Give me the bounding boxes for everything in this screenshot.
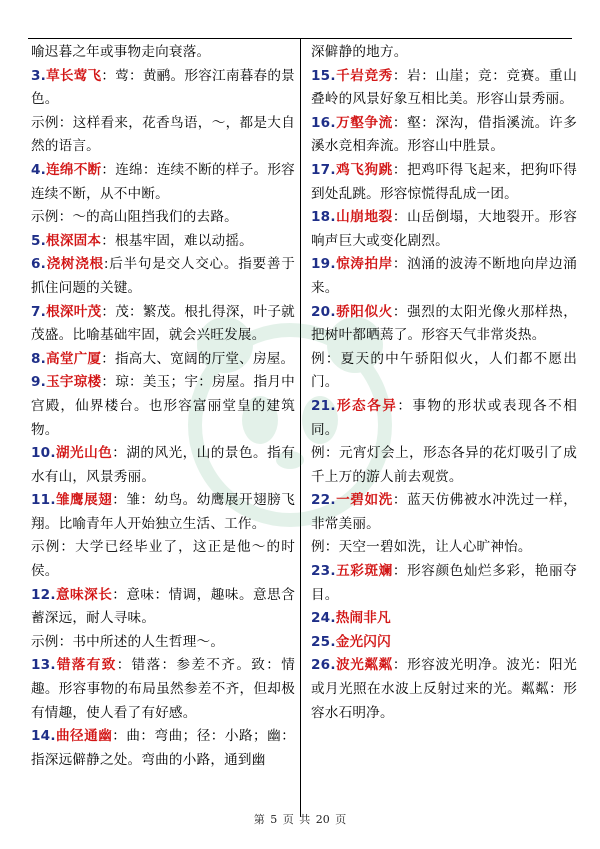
entry-text: ：雏：幼鸟。幼鹰展开翅膀飞翔。比喻青年人开始独立生活、工作。 xyxy=(31,492,295,532)
entry-text: ：蓝天仿佛被水冲洗过一样，非常美丽。 xyxy=(311,492,577,532)
entry-paragraph xyxy=(31,536,295,583)
entry-number: 11. xyxy=(31,492,56,509)
idiom-term: 根深固本 xyxy=(46,232,102,249)
entry-paragraph xyxy=(311,301,577,348)
entry-paragraph xyxy=(31,65,295,112)
entry-number: 21. xyxy=(311,397,336,414)
entry-text: ：形容颜色灿烂多彩，艳丽夺目。 xyxy=(311,563,577,603)
entry-paragraph xyxy=(31,230,295,254)
page-footer xyxy=(0,811,600,827)
idiom-term: 浇树浇根 xyxy=(46,256,104,273)
entry-text: 深僻静的地方。 xyxy=(311,44,408,60)
entry-number: 10. xyxy=(31,445,56,462)
idiom-term: 鸡飞狗跳 xyxy=(335,161,393,178)
entry-paragraph xyxy=(311,654,577,725)
entry-paragraph xyxy=(31,725,295,772)
entry-paragraph xyxy=(31,348,295,372)
idiom-term: 热闹非凡 xyxy=(335,610,391,627)
entry-text: ：琼：美玉；宇：房屋。指月中宫殿，仙界楼台。也形容富丽堂皇的建筑物。 xyxy=(31,374,295,438)
idiom-term: 玉宇琼楼 xyxy=(46,374,102,391)
entry-number: 8. xyxy=(31,350,47,367)
idiom-term: 湖光山色 xyxy=(55,445,113,462)
entry-paragraph xyxy=(311,442,577,489)
footer-page-number: 5 xyxy=(270,813,278,826)
idiom-term: 五彩斑斓 xyxy=(335,563,393,580)
entry-text: 示例：～的高山阻挡我们的去路。 xyxy=(31,209,238,226)
entry-number: 25. xyxy=(311,633,336,650)
entry-paragraph xyxy=(31,489,295,536)
idiom-term: 错落有致 xyxy=(55,657,117,674)
entry-text: ：茂：繁茂。根扎得深，叶子就茂盛。比喻基础牢固，就会兴旺发展。 xyxy=(31,303,295,344)
idiom-term: 金光闪闪 xyxy=(335,633,391,650)
idiom-term: 惊涛拍岸 xyxy=(335,256,393,273)
footer-prefix: 第 xyxy=(253,813,265,826)
entry-number: 20. xyxy=(311,303,336,320)
entry-paragraph xyxy=(311,65,577,112)
entry-text: 例：天空一碧如洗，让人心旷神怡。 xyxy=(311,539,532,556)
entry-number: 12. xyxy=(31,586,56,603)
idiom-term: 连绵不断 xyxy=(46,161,102,178)
entry-text: ：壑：深沟，借指溪流。许多溪水竞相奔流。形容山中胜景。 xyxy=(311,114,577,155)
entry-paragraph xyxy=(311,536,577,560)
entry-number: 19. xyxy=(311,256,336,273)
entry-paragraph xyxy=(31,253,295,300)
entry-paragraph xyxy=(31,371,295,442)
entry-paragraph xyxy=(311,395,577,442)
idiom-term: 意味深长 xyxy=(55,586,113,603)
entry-text: 示例：这样看来，花香鸟语，～，都是大自然的语言。 xyxy=(31,114,295,155)
entry-paragraph xyxy=(31,631,295,655)
entry-number: 24. xyxy=(311,610,336,627)
entry-number: 6. xyxy=(31,256,47,273)
entry-number: 23. xyxy=(311,563,336,580)
idiom-term: 万壑争流 xyxy=(335,114,393,131)
idiom-term: 千岩竞秀 xyxy=(335,67,393,84)
entry-text: ：汹涌的波涛不断地向岸边涌来。 xyxy=(311,256,577,296)
left-column xyxy=(31,41,295,772)
footer-suffix: 页 xyxy=(335,813,347,826)
entry-number: 13. xyxy=(31,657,56,674)
idiom-term: 波光粼粼 xyxy=(335,657,393,674)
entry-paragraph xyxy=(31,301,295,348)
entry-number: 17. xyxy=(311,161,336,178)
entry-paragraph xyxy=(31,206,295,230)
entry-number: 18. xyxy=(311,209,336,226)
entry-text: ：错落：参差不齐。致：情趣。形容事物的布局虽然参差不齐，但却极有情趣，使人看了有好感。 xyxy=(31,657,295,721)
entry-paragraph xyxy=(311,112,577,159)
entry-text: 例：元宵灯会上，形态各异的花灯吸引了成千上万的游人前去观赏。 xyxy=(311,445,577,485)
entry-number: 3. xyxy=(31,67,47,84)
entry-paragraph xyxy=(31,41,295,65)
idiom-term: 一碧如洗 xyxy=(335,492,393,509)
entry-paragraph xyxy=(311,489,577,536)
entry-text: ：事物的形状或表现各不相同。 xyxy=(311,397,577,438)
footer-mid2: 共 xyxy=(299,813,311,826)
entry-paragraph xyxy=(31,159,295,206)
entry-text: ：把鸡吓得飞起来，把狗吓得到处乱跳。形容惊慌得乱成一团。 xyxy=(311,161,577,202)
entry-text: :后半句是交人交心。指要善于抓住问题的关键。 xyxy=(31,256,295,296)
entry-text: ：岩：山崖；竞：竞赛。重山叠岭的风景好象互相比美。形容山景秀丽。 xyxy=(311,67,577,108)
entry-paragraph xyxy=(311,348,577,395)
idiom-term: 根深叶茂 xyxy=(46,303,102,320)
entry-text: ：指高大、宽阔的厅堂、房屋。 xyxy=(101,350,295,367)
idiom-term: 雏鹰展翅 xyxy=(55,492,113,509)
entry-paragraph xyxy=(31,654,295,725)
entry-paragraph xyxy=(31,112,295,159)
entry-number: 9. xyxy=(31,374,47,391)
footer-mid1: 页 xyxy=(282,813,294,826)
entry-number: 15. xyxy=(311,67,336,84)
entry-number: 5. xyxy=(31,232,47,249)
entry-paragraph xyxy=(311,631,577,655)
entry-text: 例：夏天的中午骄阳似火，人们都不愿出门。 xyxy=(311,350,577,391)
entry-text: ：湖的风光，山的景色。指有水有山，风景秀丽。 xyxy=(31,445,295,485)
idiom-term: 骄阳似火 xyxy=(335,303,393,320)
entry-text: ：形容波光明净。波光：阳光或月光照在水波上反射过来的光。粼粼：形容水石明净。 xyxy=(311,657,577,721)
idiom-term: 曲径通幽 xyxy=(55,728,113,745)
entry-text: 示例：大学已经毕业了，这正是他～的时侯。 xyxy=(31,539,295,580)
entry-text: 示例：书中所述的人生哲理～。 xyxy=(31,633,225,650)
entry-number: 16. xyxy=(311,114,336,131)
right-column xyxy=(311,41,577,725)
entry-paragraph xyxy=(311,41,577,65)
entry-text: ：曲：弯曲；径：小路；幽：指深远僻静之处。弯曲的小路，通到幽 xyxy=(31,728,295,768)
entry-paragraph xyxy=(311,253,577,300)
idiom-term: 草长莺飞 xyxy=(46,67,102,84)
footer-total-pages: 20 xyxy=(315,813,330,826)
entry-text: 喻迟暮之年或事物走向衰落。 xyxy=(31,44,211,60)
column-divider xyxy=(300,38,301,817)
entry-text: ：强烈的太阳光像火那样热，把树叶都晒蔫了。形容天气非常炎热。 xyxy=(311,303,577,344)
entry-paragraph xyxy=(311,206,577,253)
entry-text: ：连绵：连续不断的样子。形容连续不断，从不中断。 xyxy=(31,161,295,202)
entry-paragraph xyxy=(31,442,295,489)
idiom-term: 形态各异 xyxy=(335,397,398,414)
entry-number: 26. xyxy=(311,657,336,674)
entry-number: 22. xyxy=(311,492,336,509)
entry-number: 7. xyxy=(31,303,47,320)
entry-text: ：根基牢固，难以动摇。 xyxy=(101,232,253,249)
entry-text: ：山岳倒塌，大地裂开。形容响声巨大或变化剧烈。 xyxy=(311,209,577,249)
entry-number: 4. xyxy=(31,161,47,178)
entry-paragraph xyxy=(31,584,295,631)
entry-text: ：意味：情调，趣味。意思含蓄深远，耐人寻味。 xyxy=(31,586,295,627)
entry-paragraph xyxy=(311,607,577,631)
entry-number: 14. xyxy=(31,728,56,745)
entry-text: ：莺：黄鹂。形容江南暮春的景色。 xyxy=(31,67,295,108)
idiom-term: 山崩地裂 xyxy=(335,209,393,226)
entry-paragraph xyxy=(311,159,577,206)
entry-paragraph xyxy=(311,560,577,607)
idiom-term: 高堂广厦 xyxy=(46,350,102,367)
